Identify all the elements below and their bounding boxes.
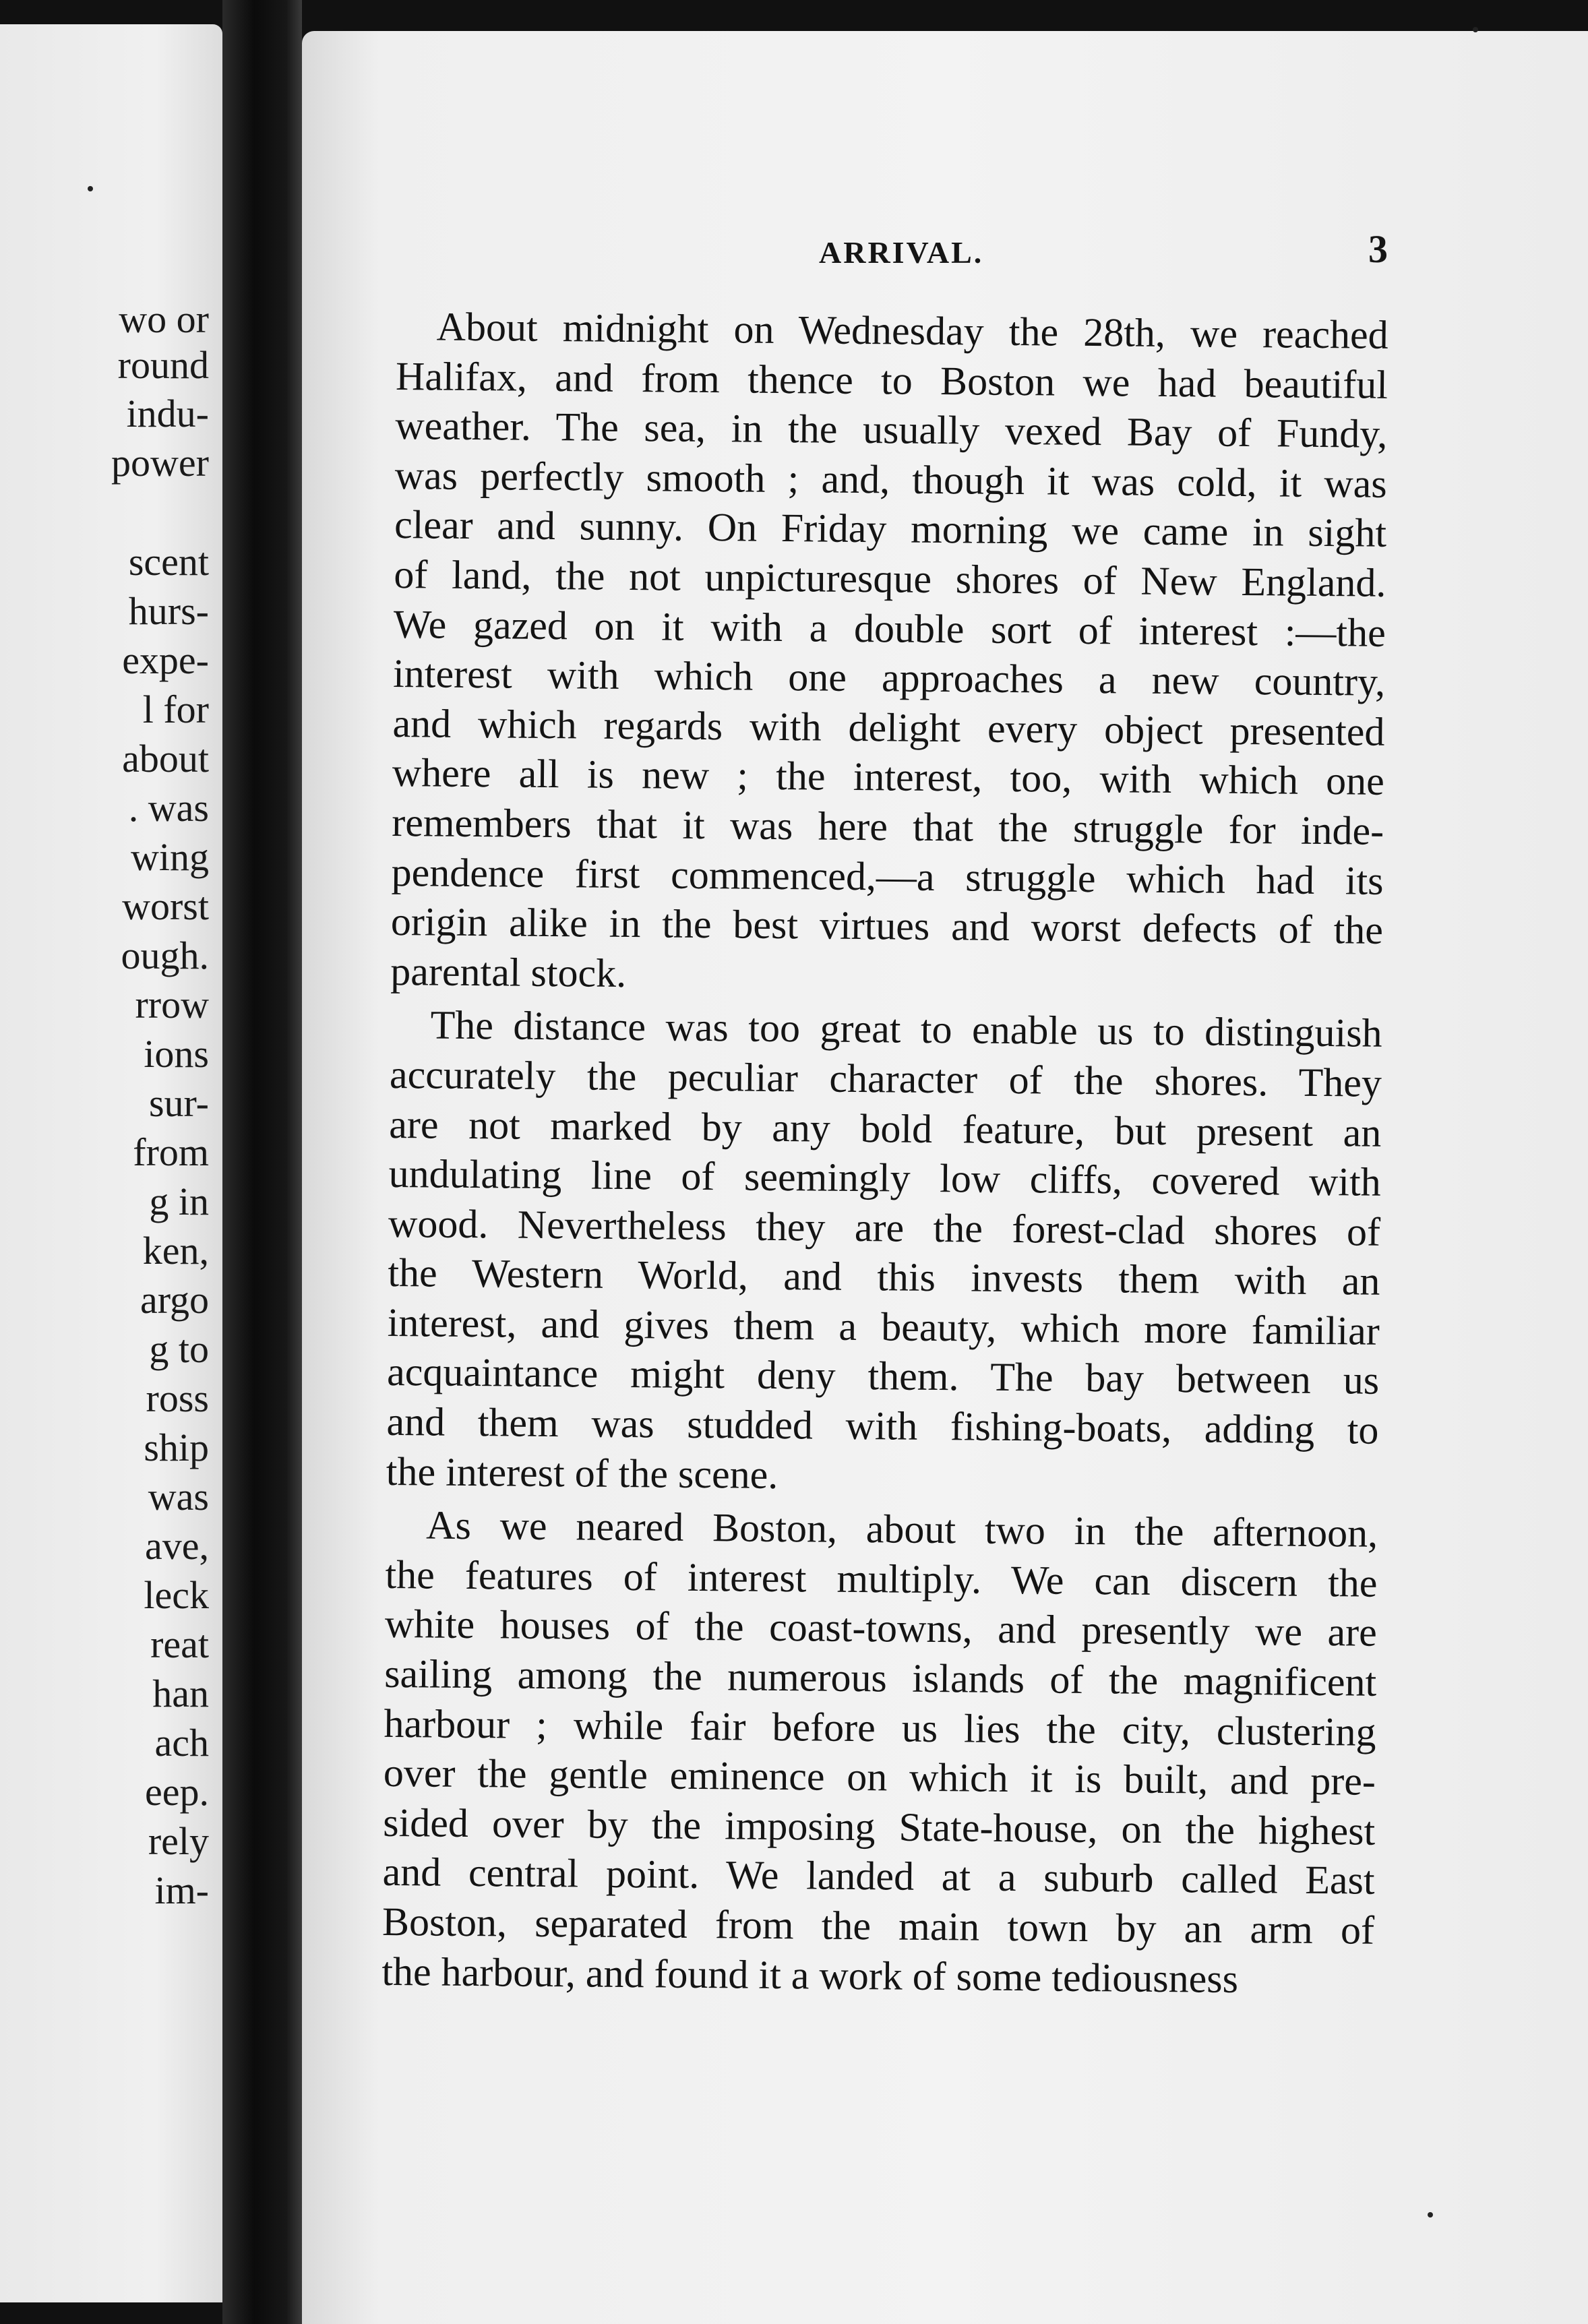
text-line: wood. Nevertheless they are the forest-clad shores of — [388, 1200, 1381, 1254]
scan-speck — [88, 186, 93, 191]
previous-page-line-fragment: han — [152, 1672, 209, 1715]
previous-page-line-fragment: hurs- — [128, 589, 209, 633]
previous-page-line-fragment: argo — [140, 1278, 209, 1322]
page-body-text — [381, 302, 1388, 2005]
previous-page-line-fragment: ions — [144, 1032, 209, 1076]
previous-page-line-fragment: g to — [149, 1327, 209, 1371]
previous-page-line-fragment: expe- — [122, 638, 209, 682]
running-head: ARRIVAL. — [819, 235, 984, 270]
text-line: pendence first commenced,—a struggle which had its — [391, 849, 1384, 903]
text-line: Halifax, and from thence to Boston we had beautiful — [395, 353, 1388, 407]
text-line: accurately the peculiar character of the shores. They — [389, 1051, 1382, 1105]
previous-page-line-fragment: eep. — [145, 1770, 209, 1814]
previous-page-line-fragment: reat — [150, 1622, 209, 1666]
previous-page-line-fragment: ross — [146, 1376, 209, 1420]
text-line: and them was studded with fishing-boats, adding to — [386, 1399, 1379, 1452]
scan-speck — [1428, 2212, 1433, 2218]
text-line: where all is new ; the interest, too, with which one — [392, 750, 1385, 804]
text-line: the harbour, and found it a work of some tediousness — [381, 1949, 1239, 2001]
scan-speck — [1473, 27, 1478, 32]
paragraph — [381, 1500, 1378, 2005]
book-binding-gutter — [222, 0, 302, 2324]
text-line: parental stock. — [390, 948, 627, 996]
previous-page-line-fragment: power — [111, 441, 209, 485]
previous-page-line-fragment: ave, — [145, 1524, 209, 1568]
page-number: 3 — [1368, 227, 1388, 271]
previous-page-line-fragment: round — [117, 343, 209, 387]
text-line: interest, and gives them a beauty, which more familiar — [387, 1299, 1380, 1353]
text-line: harbour ; while fair before us lies the city, clustering — [384, 1701, 1376, 1754]
previous-page-line-fragment: rrow — [135, 983, 209, 1027]
text-line: was perfectly smooth ; and, though it was cold, it was — [394, 452, 1387, 506]
text-line: We gazed on it with a double sort of interest :—the — [393, 601, 1386, 655]
previous-page-line-fragment: ken, — [142, 1229, 209, 1273]
previous-page-line-fragment: leck — [144, 1573, 209, 1617]
text-line: clear and sunny. On Friday morning we came in sight — [394, 502, 1387, 556]
text-line: weather. The sea, in the usually vexed Bay of Fundy, — [395, 403, 1388, 457]
text-line: origin alike in the best virtues and worst defects of the — [390, 899, 1384, 952]
previous-page-line-fragment: worst — [122, 884, 209, 928]
previous-page-line-fragment: ough. — [121, 934, 209, 977]
previous-page-line-fragment: rely — [148, 1819, 209, 1863]
previous-page-line-fragment: ship — [144, 1426, 209, 1469]
text-line: acquaintance might deny them. The bay between us — [386, 1349, 1380, 1403]
paragraph — [386, 1000, 1382, 1505]
previous-page-line-fragment: sur- — [148, 1081, 209, 1125]
text-line: over the gentle eminence on which it is built, and pre- — [383, 1750, 1376, 1804]
text-line: the interest of the scene. — [386, 1448, 778, 1497]
text-line: interest with which one approaches a new country, — [392, 651, 1386, 704]
text-line: are not marked by any bold feature, but present an — [389, 1101, 1382, 1155]
previous-page-line-fragment: . was — [128, 786, 209, 830]
text-line: sailing among the numerous islands of the magnificent — [384, 1651, 1377, 1705]
text-line: As we neared Boston, about two in the afternoon, — [425, 1502, 1378, 1556]
text-line: sided over by the imposing State-house, on the highest — [383, 1800, 1376, 1854]
text-line: remembers that it was here that the struggle for inde- — [391, 799, 1384, 853]
text-line: the features of interest multiply. We can discern the — [385, 1552, 1378, 1606]
text-line: undulating line of seemingly low cliffs, covered with — [388, 1151, 1381, 1204]
text-line: the Western World, and this invests them with an — [388, 1250, 1380, 1304]
previous-page-line-fragment: im- — [154, 1868, 209, 1912]
previous-page-line-fragment: from — [133, 1130, 209, 1174]
previous-page-line-fragment: ach — [154, 1721, 209, 1765]
text-line: About midnight on Wednesday the 28th, we reached — [436, 304, 1388, 357]
previous-page-line-fragment: indu- — [126, 392, 209, 435]
previous-page-line-fragment: wo or — [119, 297, 209, 341]
previous-page-line-fragment: g in — [149, 1180, 209, 1223]
text-line: and central point. We landed at a suburb called East — [382, 1849, 1375, 1903]
previous-page-fragment — [0, 24, 222, 2302]
paragraph — [390, 302, 1388, 1005]
previous-page-line-fragment: l for — [142, 687, 209, 731]
previous-page-line-fragment: scent — [128, 540, 209, 584]
previous-page-line-fragment: about — [122, 737, 209, 781]
text-line: of land, the not unpicturesque shores of New England. — [394, 551, 1386, 605]
previous-page-line-fragment: wing — [131, 835, 209, 879]
text-line: white houses of the coast-towns, and presently we are — [384, 1601, 1378, 1655]
previous-page-line-fragment: was — [148, 1475, 209, 1519]
text-line: Boston, separated from the main town by an arm of — [381, 1899, 1375, 1953]
text-line: The distance was too great to enable us to distinguish — [430, 1002, 1382, 1056]
text-line: and which regards with delight every object presented — [392, 700, 1385, 754]
